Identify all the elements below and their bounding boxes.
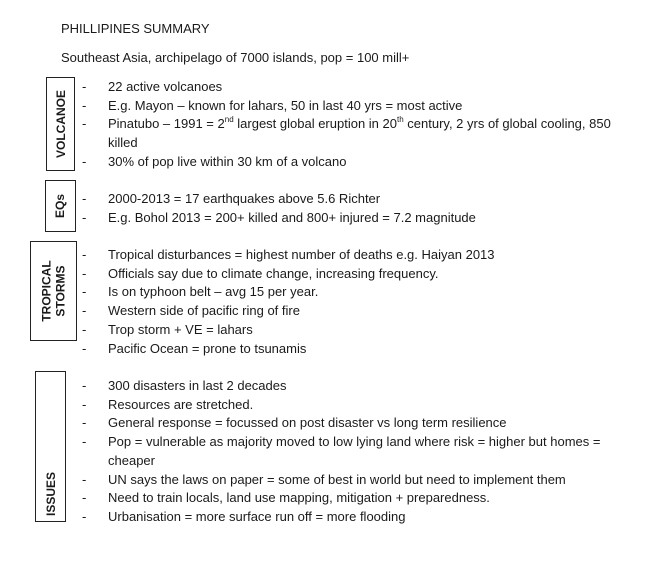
list-item: - Urbanisation = more surface run off = more flooding: [82, 508, 406, 524]
eqs-label: EQs: [53, 193, 68, 219]
document-subtitle: Southeast Asia, archipelago of 7000 islands, pop = 100 mill+: [61, 50, 410, 65]
issues-list: [82, 377, 642, 527]
storms-label-box: [30, 241, 77, 341]
document-title: PHILLIPINES SUMMARY: [61, 21, 210, 36]
list-item: - Need to train locals, land use mapping, mitigation + preparedness.: [82, 490, 490, 506]
list-item: - Officials say due to climate change, increasing frequency.: [82, 265, 439, 281]
list-item: - 22 active volcanoes: [82, 79, 223, 94]
storms-label-line2: STORMS: [53, 265, 68, 317]
storms-label: [40, 260, 68, 321]
volcano-list: [82, 78, 642, 172]
list-item: - General response = focussed on post disaster vs long term resilience: [82, 415, 507, 431]
list-item: - 300 disasters in last 2 decades: [82, 378, 287, 393]
list-item: - E.g. Mayon – known for lahars, 50 in last 40 yrs = most active: [82, 97, 463, 113]
list-item: - Western side of pacific ring of fire: [82, 303, 300, 319]
list-item: - 30% of pop live within 30 km of a volcano: [82, 153, 347, 169]
volcano-label: VOLCANOE: [53, 89, 68, 159]
volcano-label-box: [46, 77, 75, 171]
storms-label-line1: TROPICAL: [39, 260, 54, 322]
list-item: - E.g. Bohol 2013 = 200+ killed and 800+ injured = 7.2 magnitude: [82, 209, 476, 225]
list-item: - Pinatubo – 1991 = 2nd largest global eruption in 20th century, 2 yrs of global cooling, 850 killed: [82, 115, 611, 151]
list-item: - Pacific Ocean = prone to tsunamis: [82, 340, 307, 356]
issues-label: ISSUES: [43, 471, 58, 517]
list-item: - 2000-2013 = 17 earthquakes above 5.6 Richter: [82, 191, 381, 206]
list-item: - Trop storm + VE = lahars: [82, 321, 253, 337]
eqs-label-box: [45, 180, 76, 232]
list-item: - Pop = vulnerable as majority moved to low lying land where risk = higher but homes = cheaper: [82, 434, 601, 468]
eqs-list: [82, 190, 642, 227]
list-item: - UN says the laws on paper = some of best in world but need to implement them: [82, 471, 566, 487]
issues-label-box: [35, 371, 66, 522]
list-item: - Resources are stretched.: [82, 396, 254, 412]
storms-list: [82, 246, 642, 358]
list-item: - Is on typhoon belt – avg 15 per year.: [82, 284, 319, 300]
list-item: - Tropical disturbances = highest number of deaths e.g. Haiyan 2013: [82, 247, 495, 262]
